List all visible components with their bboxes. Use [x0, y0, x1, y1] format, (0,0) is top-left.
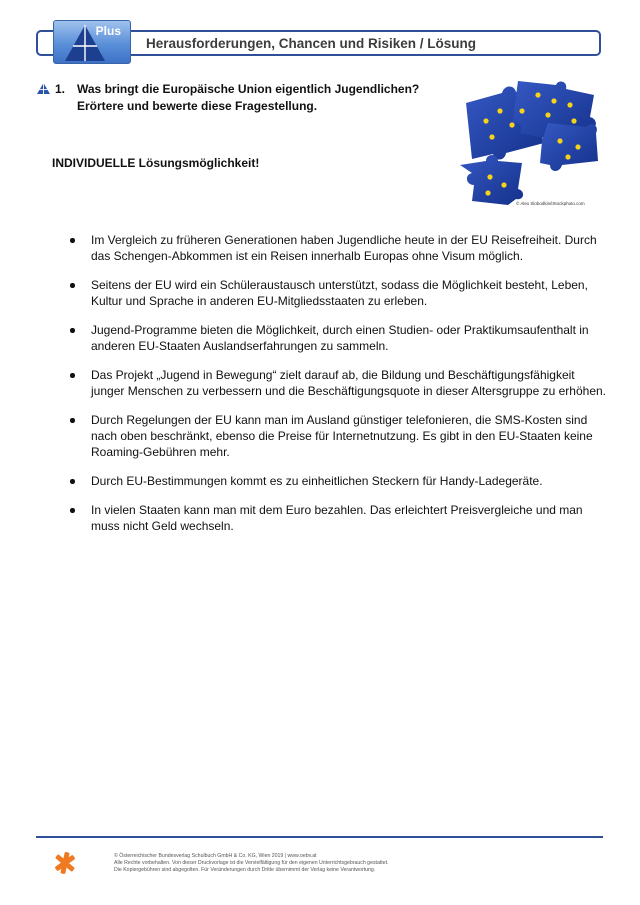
- list-item-text: Das Projekt „Jugend in Bewegung“ zielt darauf ab, die Bildung und Beschäftigungsfähigkeit junger Menschen zu verbessern und die Beschäftigungsquote in dieser Altersgruppe zu erhöhen.: [91, 368, 606, 398]
- pyramid-small-icon: [37, 83, 50, 94]
- bullet-icon: [70, 238, 75, 243]
- list-item: [66, 367, 611, 399]
- task-instruction: Erörtere und bewerte diese Fragestellung.: [77, 99, 318, 113]
- list-item-text: Durch Regelungen der EU kann man im Ausland günstiger telefonieren, die SMS-Kosten sind nach oben beschränkt, ebenso die Preise für Internetnutzung. Es gibt in den EU-Staaten keine Roaming-Gebühren mehr.: [91, 413, 593, 459]
- page-title: Herausforderungen, Chancen und Risiken / Lösung: [146, 36, 477, 51]
- footer-line-1: © Österreichischer Bundesverlag Schulbuch GmbH & Co. KG, Wien 2019 | www.oebv.at: [114, 853, 317, 859]
- list-item-text: In vielen Staaten kann man mit dem Euro bezahlen. Das erleichtert Preisvergleiche und man muss nicht Geld wechseln.: [91, 503, 583, 533]
- logo-text: Plus: [95, 24, 121, 38]
- list-item-text: Jugend-Programme bieten die Möglichkeit, durch einen Studien- oder Praktikumsaufenthalt in anderen EU-Staaten Auslandserfahrungen zu sammeln.: [91, 323, 589, 353]
- footer-line-2: Alle Rechte vorbehalten. Von dieser Druckvorlage ist die Vervielfältigung für den eigenen Unterrichtsgebrauch gestattet.: [114, 860, 389, 866]
- footer-line-3: Die Kopiergebühren sind abgegolten. Für Veränderungen durch Dritte übernimmt der Verlag keine Verantwortung.: [114, 867, 376, 873]
- solution-heading: INDIVIDUELLE Lösungsmöglichkeit!: [52, 156, 260, 170]
- footer-copyright: [114, 853, 389, 874]
- bullet-icon: [70, 373, 75, 378]
- task-question: Was bringt die Europäische Union eigentlich Jugendlichen?: [77, 82, 420, 96]
- list-item: [66, 232, 611, 264]
- plus-logo: [53, 20, 131, 64]
- bullet-icon: [70, 508, 75, 513]
- publisher-logo-icon: [53, 851, 77, 875]
- list-item-text: Seitens der EU wird ein Schüleraustausch unterstützt, sodass die Möglichkeit besteht, Leben, Kultur und Sprache in anderen EU-Mitgliedsstaaten zu erleben.: [91, 278, 588, 308]
- task-number: 1.: [55, 82, 66, 96]
- list-item-text: Im Vergleich zu früheren Generationen haben Jugendliche heute in der EU Reisefreiheit. Durch das Schengen-Abkommen ist ein Reisen innerhalb Europas ohne Visum möglich.: [91, 233, 597, 263]
- bullet-icon: [70, 418, 75, 423]
- solution-list: [66, 232, 611, 547]
- list-item: [66, 322, 611, 354]
- footer-rule: [36, 836, 603, 838]
- image-credit: © Alex Slobodkin/iStockphoto.com: [516, 201, 585, 206]
- list-item: [66, 473, 611, 489]
- eu-puzzle-image: [452, 81, 604, 209]
- bullet-icon: [70, 283, 75, 288]
- list-item-text: Durch EU-Bestimmungen kommt es zu einheitlichen Steckern für Handy-Ladegeräte.: [91, 474, 543, 488]
- bullet-icon: [70, 328, 75, 333]
- list-item: [66, 277, 611, 309]
- bullet-icon: [70, 479, 75, 484]
- list-item: [66, 502, 611, 534]
- list-item: [66, 412, 611, 460]
